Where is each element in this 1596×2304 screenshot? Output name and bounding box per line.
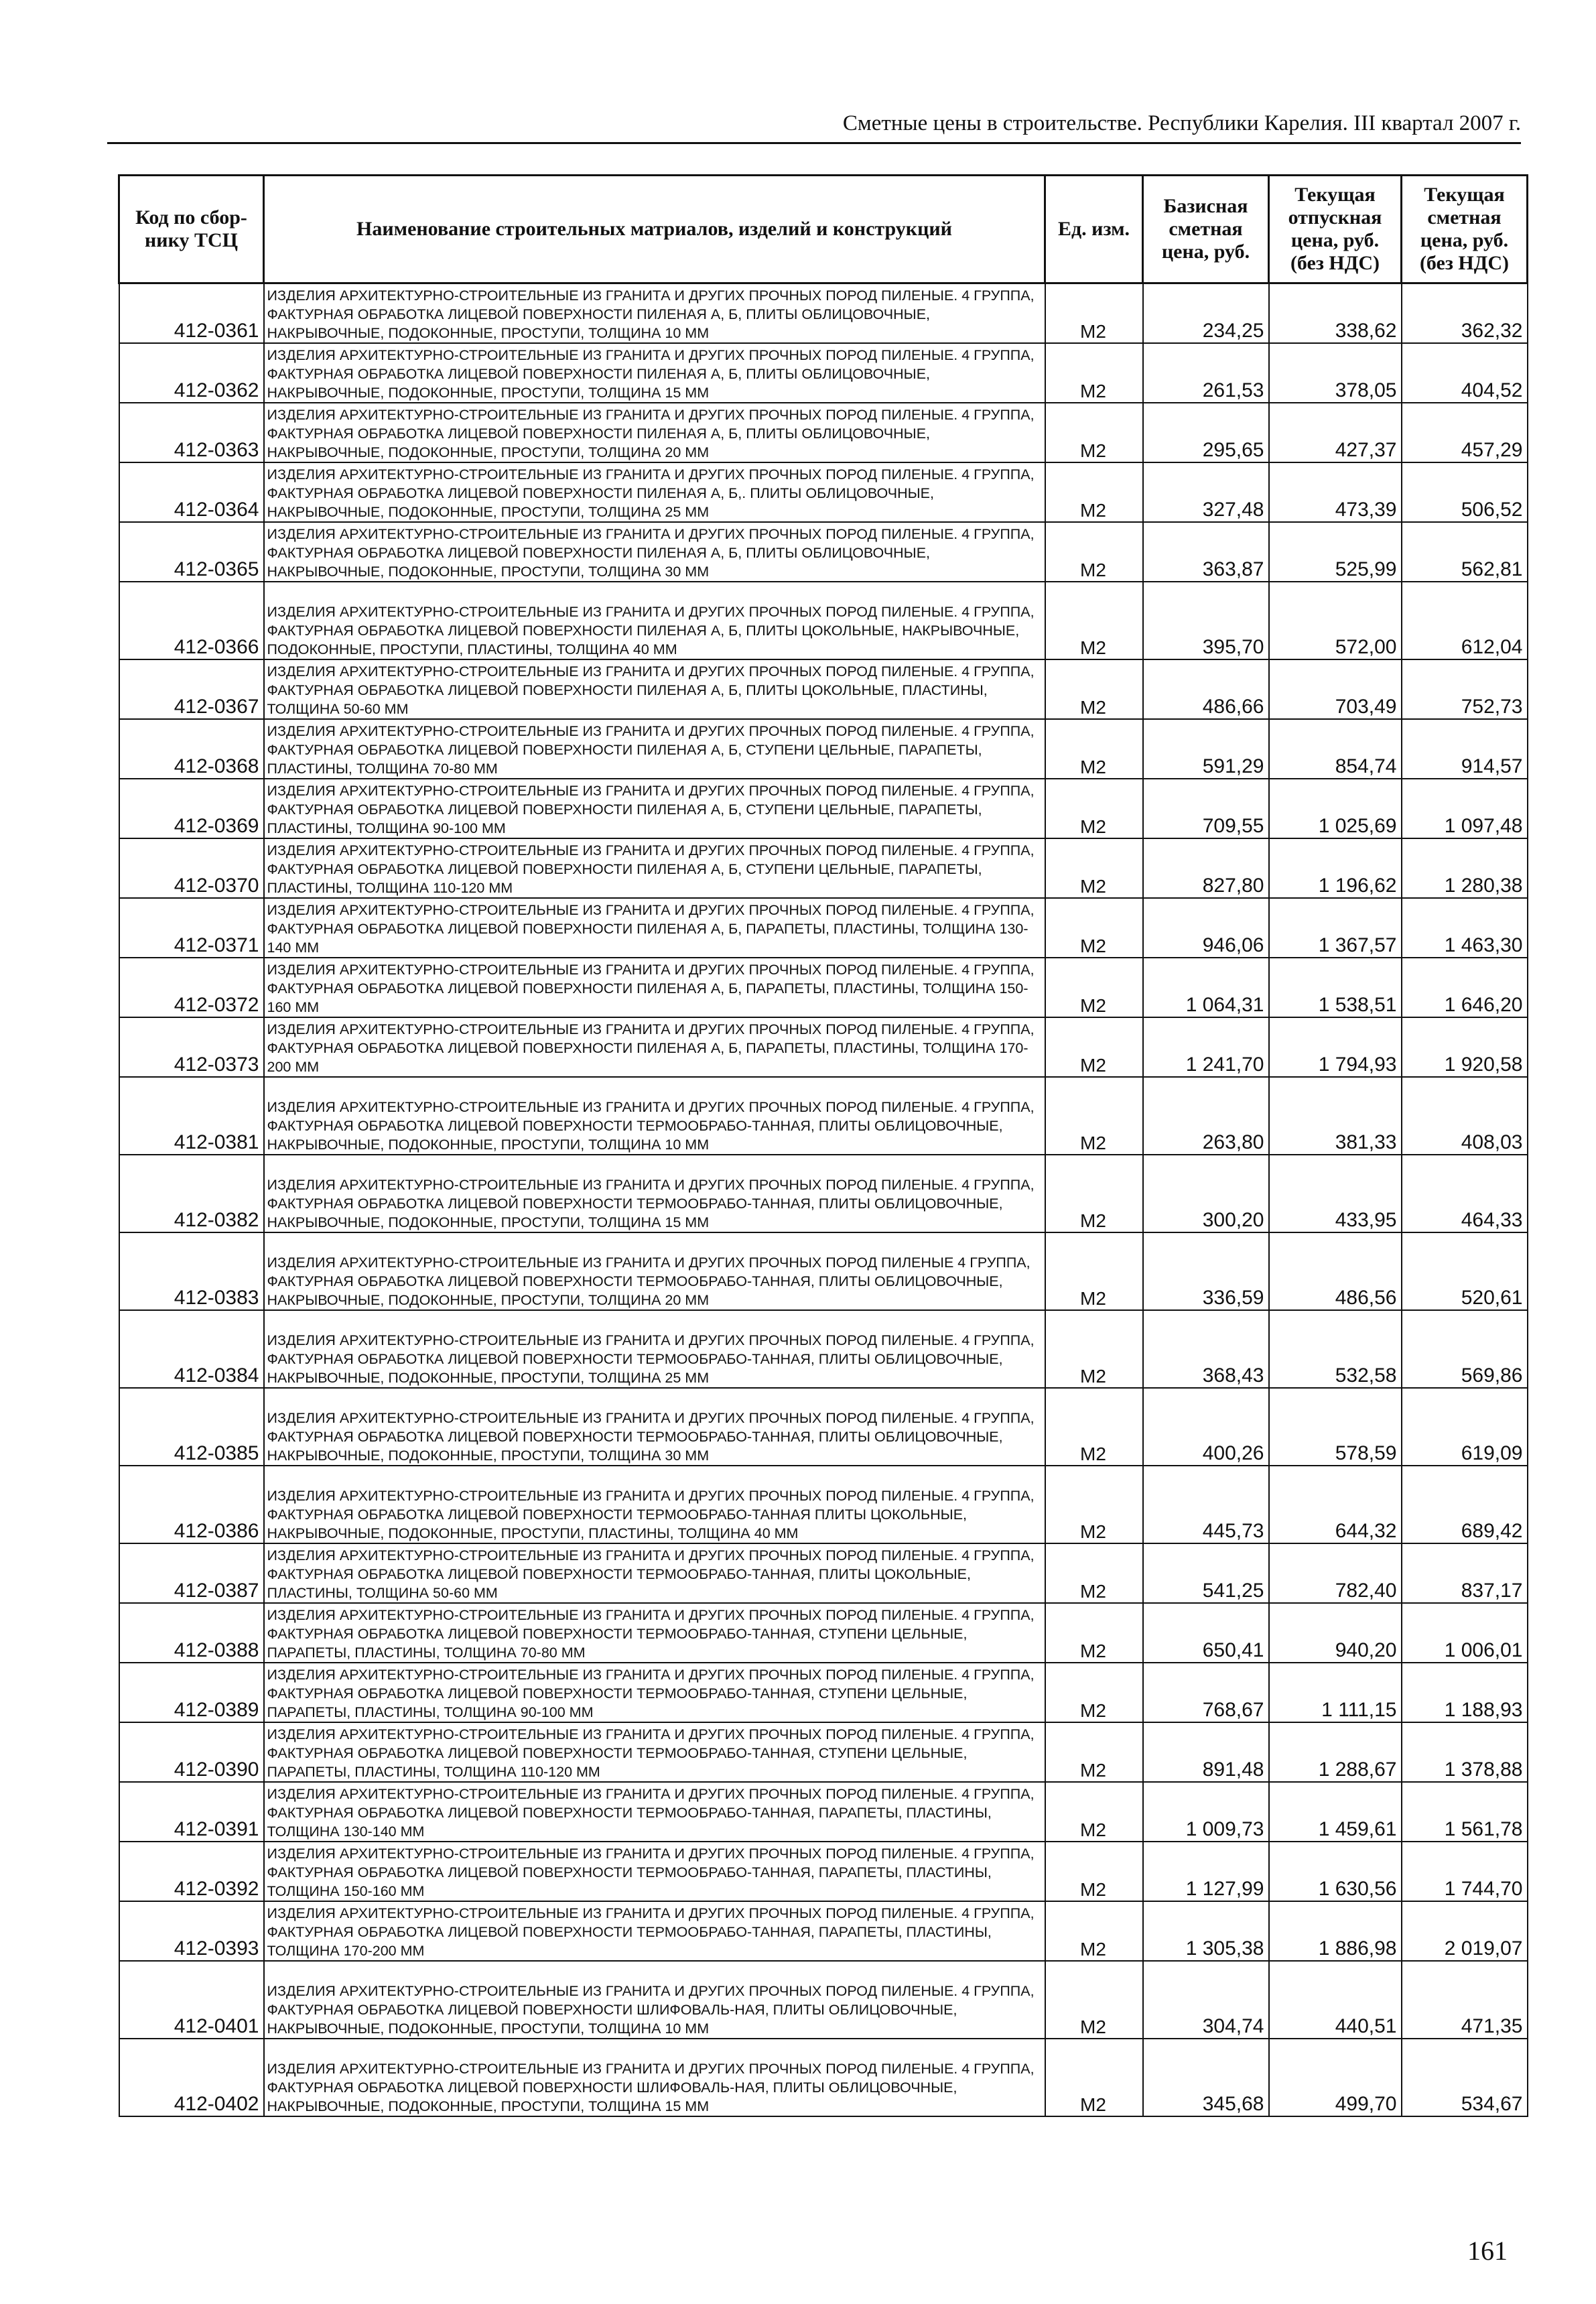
row-release-price: 1 025,69 — [1269, 779, 1402, 838]
row-estimate-price: 1 920,58 — [1402, 1017, 1528, 1077]
row-code: 412-0384 — [119, 1310, 264, 1388]
row-unit: М2 — [1045, 958, 1143, 1017]
table-row — [119, 1017, 1528, 1077]
row-estimate-price: 1 280,38 — [1402, 838, 1528, 898]
row-release-price: 854,74 — [1269, 719, 1402, 779]
row-base-price: 395,70 — [1143, 582, 1269, 659]
table-row — [119, 1901, 1528, 1961]
row-unit: М2 — [1045, 1782, 1143, 1842]
table-row — [119, 522, 1528, 582]
row-code: 412-0386 — [119, 1466, 264, 1543]
row-code: 412-0382 — [119, 1155, 264, 1232]
row-name: ИЗДЕЛИЯ АРХИТЕКТУРНО-СТРОИТЕЛЬНЫЕ ИЗ ГРАНИТА И ДРУГИХ ПРОЧНЫХ ПОРОД ПИЛЕНЫЕ. 4 ГРУППА, ФАКТУРНАЯ ОБРАБОТКА ЛИЦЕВОЙ ПОВЕРХНОСТИ ПИЛЕНАЯ А, Б, ПЛИТЫ ОБЛИЦОВОЧНЫЕ, НАКРЫВОЧНЫЕ, ПОДОКОННЫЕ, ПРОСТУПИ, ТОЛЩИНА 15 ММ — [264, 343, 1045, 403]
row-name: ИЗДЕЛИЯ АРХИТЕКТУРНО-СТРОИТЕЛЬНЫЕ ИЗ ГРАНИТА И ДРУГИХ ПРОЧНЫХ ПОРОД ПИЛЕНЫЕ. 4 ГРУППА, ФАКТУРНАЯ ОБРАБОТКА ЛИЦЕВОЙ ПОВЕРХНОСТИ ТЕРМООБРАБО-ТАННАЯ, СТУПЕНИ ЦЕЛЬНЫЕ, ПАРАПЕТЫ, ПЛАСТИНЫ, ТОЛЩИНА 70-80 ММ — [264, 1603, 1045, 1663]
row-estimate-price: 1 006,01 — [1402, 1603, 1528, 1663]
row-estimate-price: 506,52 — [1402, 462, 1528, 522]
column-header-code: Код по сбор-нику ТСЦ — [119, 176, 264, 283]
row-base-price: 363,87 — [1143, 522, 1269, 582]
row-release-price: 1 459,61 — [1269, 1782, 1402, 1842]
row-estimate-price: 914,57 — [1402, 719, 1528, 779]
row-unit: М2 — [1045, 779, 1143, 838]
table-header-row — [119, 176, 1528, 283]
row-unit: М2 — [1045, 1842, 1143, 1901]
row-unit: М2 — [1045, 719, 1143, 779]
row-estimate-price: 1 188,93 — [1402, 1663, 1528, 1722]
row-name: ИЗДЕЛИЯ АРХИТЕКТУРНО-СТРОИТЕЛЬНЫЕ ИЗ ГРАНИТА И ДРУГИХ ПРОЧНЫХ ПОРОД ПИЛЕНЫЕ. 4 ГРУППА, ФАКТУРНАЯ ОБРАБОТКА ЛИЦЕВОЙ ПОВЕРХНОСТИ ПИЛЕНАЯ А, Б, ПАРАПЕТЫ, ПЛАСТИНЫ, ТОЛЩИНА 150-160 ММ — [264, 958, 1045, 1017]
row-code: 412-0387 — [119, 1543, 264, 1603]
table-row — [119, 779, 1528, 838]
table-row — [119, 1842, 1528, 1901]
row-release-price: 499,70 — [1269, 2039, 1402, 2116]
row-name: ИЗДЕЛИЯ АРХИТЕКТУРНО-СТРОИТЕЛЬНЫЕ ИЗ ГРАНИТА И ДРУГИХ ПРОЧНЫХ ПОРОД ПИЛЕНЫЕ. 4 ГРУППА, ФАКТУРНАЯ ОБРАБОТКА ЛИЦЕВОЙ ПОВЕРХНОСТИ ТЕРМООБРАБО-ТАННАЯ ПЛИТЫ ЦОКОЛЬНЫЕ, НАКРЫВОЧНЫЕ, ПОДОКОННЫЕ, ПРОСТУПИ, ПЛАСТИНЫ, ТОЛЩИНА 40 ММ — [264, 1466, 1045, 1543]
row-unit: М2 — [1045, 283, 1143, 344]
row-code: 412-0392 — [119, 1842, 264, 1901]
row-name: ИЗДЕЛИЯ АРХИТЕКТУРНО-СТРОИТЕЛЬНЫЕ ИЗ ГРАНИТА И ДРУГИХ ПРОЧНЫХ ПОРОД ПИЛЕНЫЕ. 4 ГРУППА, ФАКТУРНАЯ ОБРАБОТКА ЛИЦЕВОЙ ПОВЕРХНОСТИ ТЕРМООБРАБО-ТАННАЯ, ПАРАПЕТЫ, ПЛАСТИНЫ, ТОЛЩИНА 150-160 ММ — [264, 1842, 1045, 1901]
row-code: 412-0383 — [119, 1232, 264, 1310]
row-base-price: 327,48 — [1143, 462, 1269, 522]
row-base-price: 400,26 — [1143, 1388, 1269, 1466]
row-base-price: 486,66 — [1143, 659, 1269, 719]
row-name: ИЗДЕЛИЯ АРХИТЕКТУРНО-СТРОИТЕЛЬНЫЕ ИЗ ГРАНИТА И ДРУГИХ ПРОЧНЫХ ПОРОД ПИЛЕНЫЕ. 4 ГРУППА, ФАКТУРНАЯ ОБРАБОТКА ЛИЦЕВОЙ ПОВЕРХНОСТИ ТЕРМООБРАБО-ТАННАЯ, ПАРАПЕТЫ, ПЛАСТИНЫ, ТОЛЩИНА 170-200 ММ — [264, 1901, 1045, 1961]
row-unit: М2 — [1045, 462, 1143, 522]
table-row — [119, 1310, 1528, 1388]
row-base-price: 1 009,73 — [1143, 1782, 1269, 1842]
row-unit: М2 — [1045, 1077, 1143, 1155]
row-unit: М2 — [1045, 1466, 1143, 1543]
row-estimate-price: 362,32 — [1402, 283, 1528, 344]
row-release-price: 433,95 — [1269, 1155, 1402, 1232]
row-base-price: 368,43 — [1143, 1310, 1269, 1388]
row-name: ИЗДЕЛИЯ АРХИТЕКТУРНО-СТРОИТЕЛЬНЫЕ ИЗ ГРАНИТА И ДРУГИХ ПРОЧНЫХ ПОРОД ПИЛЕНЫЕ. 4 ГРУППА, ФАКТУРНАЯ ОБРАБОТКА ЛИЦЕВОЙ ПОВЕРХНОСТИ ПИЛЕНАЯ А, Б, ПЛИТЫ ЦОКОЛЬНЫЕ, ПЛАСТИНЫ, ТОЛЩИНА 50-60 ММ — [264, 659, 1045, 719]
page-number: 161 — [1467, 2236, 1508, 2266]
row-code: 412-0371 — [119, 898, 264, 958]
row-release-price: 1 886,98 — [1269, 1901, 1402, 1961]
row-base-price: 1 305,38 — [1143, 1901, 1269, 1961]
row-unit: М2 — [1045, 838, 1143, 898]
row-code: 412-0369 — [119, 779, 264, 838]
table-row — [119, 1388, 1528, 1466]
row-base-price: 946,06 — [1143, 898, 1269, 958]
column-header-estimate-price: Текущая сметная цена, руб. (без НДС) — [1402, 176, 1528, 283]
row-unit: М2 — [1045, 1310, 1143, 1388]
row-unit: М2 — [1045, 1961, 1143, 2039]
table-row — [119, 1663, 1528, 1722]
row-unit: М2 — [1045, 1017, 1143, 1077]
row-unit: М2 — [1045, 1901, 1143, 1961]
row-release-price: 1 794,93 — [1269, 1017, 1402, 1077]
row-release-price: 940,20 — [1269, 1603, 1402, 1663]
row-code: 412-0373 — [119, 1017, 264, 1077]
row-unit: М2 — [1045, 1722, 1143, 1782]
column-header-base-price: Базисная сметная цена, руб. — [1143, 176, 1269, 283]
row-name: ИЗДЕЛИЯ АРХИТЕКТУРНО-СТРОИТЕЛЬНЫЕ ИЗ ГРАНИТА И ДРУГИХ ПРОЧНЫХ ПОРОД ПИЛЕНЫЕ. 4 ГРУППА, ФАКТУРНАЯ ОБРАБОТКА ЛИЦЕВОЙ ПОВЕРХНОСТИ ТЕРМООБРАБО-ТАННАЯ, ПЛИТЫ ЦОКОЛЬНЫЕ, ПЛАСТИНЫ, ТОЛЩИНА 50-60 ММ — [264, 1543, 1045, 1603]
row-base-price: 445,73 — [1143, 1466, 1269, 1543]
row-estimate-price: 837,17 — [1402, 1543, 1528, 1603]
row-code: 412-0381 — [119, 1077, 264, 1155]
row-release-price: 427,37 — [1269, 403, 1402, 462]
table-body — [119, 283, 1528, 2117]
row-unit: М2 — [1045, 403, 1143, 462]
row-name: ИЗДЕЛИЯ АРХИТЕКТУРНО-СТРОИТЕЛЬНЫЕ ИЗ ГРАНИТА И ДРУГИХ ПРОЧНЫХ ПОРОД ПИЛЕНЫЕ. 4 ГРУППА, ФАКТУРНАЯ ОБРАБОТКА ЛИЦЕВОЙ ПОВЕРХНОСТИ ШЛИФОВАЛЬ-НАЯ, ПЛИТЫ ОБЛИЦОВОЧНЫЕ, НАКРЫВОЧНЫЕ, ПОДОКОННЫЕ, ПРОСТУПИ, ТОЛЩИНА 15 ММ — [264, 2039, 1045, 2116]
row-estimate-price: 1 378,88 — [1402, 1722, 1528, 1782]
row-estimate-price: 689,42 — [1402, 1466, 1528, 1543]
row-name: ИЗДЕЛИЯ АРХИТЕКТУРНО-СТРОИТЕЛЬНЫЕ ИЗ ГРАНИТА И ДРУГИХ ПРОЧНЫХ ПОРОД ПИЛЕНЫЕ. 4 ГРУППА, ФАКТУРНАЯ ОБРАБОТКА ЛИЦЕВОЙ ПОВЕРХНОСТИ ПИЛЕНАЯ А, Б, СТУПЕНИ ЦЕЛЬНЫЕ, ПАРАПЕТЫ, ПЛАСТИНЫ, ТОЛЩИНА 110-120 ММ — [264, 838, 1045, 898]
row-code: 412-0389 — [119, 1663, 264, 1722]
row-base-price: 541,25 — [1143, 1543, 1269, 1603]
table-row — [119, 1466, 1528, 1543]
row-code: 412-0364 — [119, 462, 264, 522]
row-name: ИЗДЕЛИЯ АРХИТЕКТУРНО-СТРОИТЕЛЬНЫЕ ИЗ ГРАНИТА И ДРУГИХ ПРОЧНЫХ ПОРОД ПИЛЕНЫЕ. 4 ГРУППА, ФАКТУРНАЯ ОБРАБОТКА ЛИЦЕВОЙ ПОВЕРХНОСТИ ШЛИФОВАЛЬ-НАЯ, ПЛИТЫ ОБЛИЦОВОЧНЫЕ, НАКРЫВОЧНЫЕ, ПОДОКОННЫЕ, ПРОСТУПИ, ТОЛЩИНА 10 ММ — [264, 1961, 1045, 2039]
row-name: ИЗДЕЛИЯ АРХИТЕКТУРНО-СТРОИТЕЛЬНЫЕ ИЗ ГРАНИТА И ДРУГИХ ПРОЧНЫХ ПОРОД ПИЛЕНЫЕ. 4 ГРУППА, ФАКТУРНАЯ ОБРАБОТКА ЛИЦЕВОЙ ПОВЕРХНОСТИ ПИЛЕНАЯ А, Б, ПЛИТЫ ОБЛИЦОВОЧНЫЕ, НАКРЫВОЧНЫЕ, ПОДОКОННЫЕ, ПРОСТУПИ, ТОЛЩИНА 30 ММ — [264, 522, 1045, 582]
table-row — [119, 582, 1528, 659]
row-unit: М2 — [1045, 1663, 1143, 1722]
row-base-price: 1 127,99 — [1143, 1842, 1269, 1901]
table-row — [119, 1961, 1528, 2039]
row-code: 412-0401 — [119, 1961, 264, 2039]
row-code: 412-0393 — [119, 1901, 264, 1961]
row-base-price: 709,55 — [1143, 779, 1269, 838]
row-base-price: 891,48 — [1143, 1722, 1269, 1782]
row-estimate-price: 457,29 — [1402, 403, 1528, 462]
row-release-price: 782,40 — [1269, 1543, 1402, 1603]
table-row — [119, 2039, 1528, 2116]
row-code: 412-0365 — [119, 522, 264, 582]
row-base-price: 345,68 — [1143, 2039, 1269, 2116]
row-unit: М2 — [1045, 522, 1143, 582]
table-row — [119, 462, 1528, 522]
row-name: ИЗДЕЛИЯ АРХИТЕКТУРНО-СТРОИТЕЛЬНЫЕ ИЗ ГРАНИТА И ДРУГИХ ПРОЧНЫХ ПОРОД ПИЛЕНЫЕ. 4 ГРУППА, ФАКТУРНАЯ ОБРАБОТКА ЛИЦЕВОЙ ПОВЕРХНОСТИ ТЕРМООБРАБО-ТАННАЯ, ПЛИТЫ ОБЛИЦОВОЧНЫЕ, НАКРЫВОЧНЫЕ, ПОДОКОННЫЕ, ПРОСТУПИ, ТОЛЩИНА 15 ММ — [264, 1155, 1045, 1232]
row-release-price: 525,99 — [1269, 522, 1402, 582]
column-header-name: Наименование строительных матриалов, изделий и конструкций — [264, 176, 1045, 283]
row-estimate-price: 464,33 — [1402, 1155, 1528, 1232]
row-release-price: 1 111,15 — [1269, 1663, 1402, 1722]
row-estimate-price: 520,61 — [1402, 1232, 1528, 1310]
row-estimate-price: 2 019,07 — [1402, 1901, 1528, 1961]
row-estimate-price: 1 097,48 — [1402, 779, 1528, 838]
row-name: ИЗДЕЛИЯ АРХИТЕКТУРНО-СТРОИТЕЛЬНЫЕ ИЗ ГРАНИТА И ДРУГИХ ПРОЧНЫХ ПОРОД ПИЛЕНЫЕ. 4 ГРУППА, ФАКТУРНАЯ ОБРАБОТКА ЛИЦЕВОЙ ПОВЕРХНОСТИ ТЕРМООБРАБО-ТАННАЯ, ПАРАПЕТЫ, ПЛАСТИНЫ, ТОЛЩИНА 130-140 ММ — [264, 1782, 1045, 1842]
table-row — [119, 1543, 1528, 1603]
row-name: ИЗДЕЛИЯ АРХИТЕКТУРНО-СТРОИТЕЛЬНЫЕ ИЗ ГРАНИТА И ДРУГИХ ПРОЧНЫХ ПОРОД ПИЛЕНЫЕ. 4 ГРУППА, ФАКТУРНАЯ ОБРАБОТКА ЛИЦЕВОЙ ПОВЕРХНОСТИ ТЕРМООБРАБО-ТАННАЯ, ПЛИТЫ ОБЛИЦОВОЧНЫЕ, НАКРЫВОЧНЫЕ, ПОДОКОННЫЕ, ПРОСТУПИ, ТОЛЩИНА 25 ММ — [264, 1310, 1045, 1388]
table-row — [119, 898, 1528, 958]
table-row — [119, 403, 1528, 462]
row-estimate-price: 619,09 — [1402, 1388, 1528, 1466]
row-name: ИЗДЕЛИЯ АРХИТЕКТУРНО-СТРОИТЕЛЬНЫЕ ИЗ ГРАНИТА И ДРУГИХ ПРОЧНЫХ ПОРОД ПИЛЕНЫЕ. 4 ГРУППА, ФАКТУРНАЯ ОБРАБОТКА ЛИЦЕВОЙ ПОВЕРХНОСТИ ПИЛЕНАЯ А, Б, СТУПЕНИ ЦЕЛЬНЫЕ, ПАРАПЕТЫ, ПЛАСТИНЫ, ТОЛЩИНА 70-80 ММ — [264, 719, 1045, 779]
column-header-release-price: Текущая отпускная цена, руб. (без НДС) — [1269, 176, 1402, 283]
row-name: ИЗДЕЛИЯ АРХИТЕКТУРНО-СТРОИТЕЛЬНЫЕ ИЗ ГРАНИТА И ДРУГИХ ПРОЧНЫХ ПОРОД ПИЛЕНЫЕ. 4 ГРУППА, ФАКТУРНАЯ ОБРАБОТКА ЛИЦЕВОЙ ПОВЕРХНОСТИ ПИЛЕНАЯ А, Б, СТУПЕНИ ЦЕЛЬНЫЕ, ПАРАПЕТЫ, ПЛАСТИНЫ, ТОЛЩИНА 90-100 ММ — [264, 779, 1045, 838]
row-code: 412-0363 — [119, 403, 264, 462]
table-row — [119, 719, 1528, 779]
running-header: Сметные цены в строительстве. Республики Карелия. III квартал 2007 г. — [842, 111, 1521, 135]
row-base-price: 261,53 — [1143, 343, 1269, 403]
row-base-price: 295,65 — [1143, 403, 1269, 462]
row-base-price: 234,25 — [1143, 283, 1269, 344]
row-name: ИЗДЕЛИЯ АРХИТЕКТУРНО-СТРОИТЕЛЬНЫЕ ИЗ ГРАНИТА И ДРУГИХ ПРОЧНЫХ ПОРОД ПИЛЕНЫЕ. 4 ГРУППА, ФАКТУРНАЯ ОБРАБОТКА ЛИЦЕВОЙ ПОВЕРХНОСТИ ПИЛЕНАЯ А, Б, ПЛИТЫ ЦОКОЛЬНЫЕ, НАКРЫВОЧНЫЕ, ПОДОКОННЫЕ, ПРОСТУПИ, ПЛАСТИНЫ, ТОЛЩИНА 40 ММ — [264, 582, 1045, 659]
row-code: 412-0390 — [119, 1722, 264, 1782]
column-header-unit: Ед. изм. — [1045, 176, 1143, 283]
row-unit: М2 — [1045, 1388, 1143, 1466]
row-code: 412-0362 — [119, 343, 264, 403]
table-row — [119, 1232, 1528, 1310]
row-base-price: 336,59 — [1143, 1232, 1269, 1310]
row-unit: М2 — [1045, 343, 1143, 403]
row-estimate-price: 1 561,78 — [1402, 1782, 1528, 1842]
row-code: 412-0370 — [119, 838, 264, 898]
row-release-price: 1 538,51 — [1269, 958, 1402, 1017]
table-row — [119, 1782, 1528, 1842]
row-unit: М2 — [1045, 1232, 1143, 1310]
row-release-price: 1 288,67 — [1269, 1722, 1402, 1782]
row-release-price: 1 196,62 — [1269, 838, 1402, 898]
row-name: ИЗДЕЛИЯ АРХИТЕКТУРНО-СТРОИТЕЛЬНЫЕ ИЗ ГРАНИТА И ДРУГИХ ПРОЧНЫХ ПОРОД ПИЛЕНЫЕ. 4 ГРУППА, ФАКТУРНАЯ ОБРАБОТКА ЛИЦЕВОЙ ПОВЕРХНОСТИ ПИЛЕНАЯ А, Б, ПАРАПЕТЫ, ПЛАСТИНЫ, ТОЛЩИНА 170-200 ММ — [264, 1017, 1045, 1077]
row-code: 412-0385 — [119, 1388, 264, 1466]
row-name: ИЗДЕЛИЯ АРХИТЕКТУРНО-СТРОИТЕЛЬНЫЕ ИЗ ГРАНИТА И ДРУГИХ ПРОЧНЫХ ПОРОД ПИЛЕНЫЕ. 4 ГРУППА, ФАКТУРНАЯ ОБРАБОТКА ЛИЦЕВОЙ ПОВЕРХНОСТИ ПИЛЕНАЯ А, Б, ПЛИТЫ ОБЛИЦОВОЧНЫЕ, НАКРЫВОЧНЫЕ, ПОДОКОННЫЕ, ПРОСТУПИ, ТОЛЩИНА 10 ММ — [264, 283, 1045, 344]
row-name: ИЗДЕЛИЯ АРХИТЕКТУРНО-СТРОИТЕЛЬНЫЕ ИЗ ГРАНИТА И ДРУГИХ ПРОЧНЫХ ПОРОД ПИЛЕНЫЕ. 4 ГРУППА, ФАКТУРНАЯ ОБРАБОТКА ЛИЦЕВОЙ ПОВЕРХНОСТИ ТЕРМООБРАБО-ТАННАЯ, СТУПЕНИ ЦЕЛЬНЫЕ, ПАРАПЕТЫ, ПЛАСТИНЫ, ТОЛЩИНА 110-120 ММ — [264, 1722, 1045, 1782]
row-name: ИЗДЕЛИЯ АРХИТЕКТУРНО-СТРОИТЕЛЬНЫЕ ИЗ ГРАНИТА И ДРУГИХ ПРОЧНЫХ ПОРОД ПИЛЕНЫЕ. 4 ГРУППА, ФАКТУРНАЯ ОБРАБОТКА ЛИЦЕВОЙ ПОВЕРХНОСТИ ПИЛЕНАЯ А, Б,. ПЛИТЫ ОБЛИЦОВОЧНЫЕ, НАКРЫВОЧНЫЕ, ПОДОКОННЫЕ, ПРОСТУПИ, ТОЛЩИНА 25 ММ — [264, 462, 1045, 522]
row-unit: М2 — [1045, 1543, 1143, 1603]
row-estimate-price: 1 744,70 — [1402, 1842, 1528, 1901]
row-unit: М2 — [1045, 898, 1143, 958]
row-code: 412-0391 — [119, 1782, 264, 1842]
row-base-price: 263,80 — [1143, 1077, 1269, 1155]
row-release-price: 378,05 — [1269, 343, 1402, 403]
row-release-price: 1 630,56 — [1269, 1842, 1402, 1901]
row-release-price: 338,62 — [1269, 283, 1402, 344]
row-name: ИЗДЕЛИЯ АРХИТЕКТУРНО-СТРОИТЕЛЬНЫЕ ИЗ ГРАНИТА И ДРУГИХ ПРОЧНЫХ ПОРОД ПИЛЕНЫЕ. 4 ГРУППА, ФАКТУРНАЯ ОБРАБОТКА ЛИЦЕВОЙ ПОВЕРХНОСТИ ПИЛЕНАЯ А, Б, ПАРАПЕТЫ, ПЛАСТИНЫ, ТОЛЩИНА 130-140 ММ — [264, 898, 1045, 958]
row-name: ИЗДЕЛИЯ АРХИТЕКТУРНО-СТРОИТЕЛЬНЫЕ ИЗ ГРАНИТА И ДРУГИХ ПРОЧНЫХ ПОРОД ПИЛЕНЫЕ 4 ГРУППА, ФАКТУРНАЯ ОБРАБОТКА ЛИЦЕВОЙ ПОВЕРХНОСТИ ТЕРМООБРАБО-ТАННАЯ, ПЛИТЫ ОБЛИЦОВОЧНЫЕ, НАКРЫВОЧНЫЕ, ПОДОКОННЫЕ, ПРОСТУПИ, ТОЛЩИНА 20 ММ — [264, 1232, 1045, 1310]
row-release-price: 644,32 — [1269, 1466, 1402, 1543]
row-release-price: 473,39 — [1269, 462, 1402, 522]
row-name: ИЗДЕЛИЯ АРХИТЕКТУРНО-СТРОИТЕЛЬНЫЕ ИЗ ГРАНИТА И ДРУГИХ ПРОЧНЫХ ПОРОД ПИЛЕНЫЕ. 4 ГРУППА, ФАКТУРНАЯ ОБРАБОТКА ЛИЦЕВОЙ ПОВЕРХНОСТИ ТЕРМООБРАБО-ТАННАЯ, СТУПЕНИ ЦЕЛЬНЫЕ, ПАРАПЕТЫ, ПЛАСТИНЫ, ТОЛЩИНА 90-100 ММ — [264, 1663, 1045, 1722]
row-release-price: 440,51 — [1269, 1961, 1402, 2039]
row-release-price: 532,58 — [1269, 1310, 1402, 1388]
row-code: 412-0361 — [119, 283, 264, 344]
row-name: ИЗДЕЛИЯ АРХИТЕКТУРНО-СТРОИТЕЛЬНЫЕ ИЗ ГРАНИТА И ДРУГИХ ПРОЧНЫХ ПОРОД ПИЛЕНЫЕ. 4 ГРУППА, ФАКТУРНАЯ ОБРАБОТКА ЛИЦЕВОЙ ПОВЕРХНОСТИ ПИЛЕНАЯ А, Б, ПЛИТЫ ОБЛИЦОВОЧНЫЕ, НАКРЫВОЧНЫЕ, ПОДОКОННЫЕ, ПРОСТУПИ, ТОЛЩИНА 20 ММ — [264, 403, 1045, 462]
row-estimate-price: 408,03 — [1402, 1077, 1528, 1155]
row-base-price: 1 064,31 — [1143, 958, 1269, 1017]
table-row — [119, 838, 1528, 898]
table-row — [119, 1603, 1528, 1663]
table-row — [119, 283, 1528, 344]
table-row — [119, 958, 1528, 1017]
row-code: 412-0366 — [119, 582, 264, 659]
row-unit: М2 — [1045, 659, 1143, 719]
row-code: 412-0368 — [119, 719, 264, 779]
row-release-price: 703,49 — [1269, 659, 1402, 719]
row-unit: М2 — [1045, 2039, 1143, 2116]
row-unit: М2 — [1045, 582, 1143, 659]
row-base-price: 304,74 — [1143, 1961, 1269, 2039]
row-estimate-price: 562,81 — [1402, 522, 1528, 582]
row-estimate-price: 534,67 — [1402, 2039, 1528, 2116]
row-estimate-price: 752,73 — [1402, 659, 1528, 719]
row-estimate-price: 612,04 — [1402, 582, 1528, 659]
row-name: ИЗДЕЛИЯ АРХИТЕКТУРНО-СТРОИТЕЛЬНЫЕ ИЗ ГРАНИТА И ДРУГИХ ПРОЧНЫХ ПОРОД ПИЛЕНЫЕ. 4 ГРУППА, ФАКТУРНАЯ ОБРАБОТКА ЛИЦЕВОЙ ПОВЕРХНОСТИ ТЕРМООБРАБО-ТАННАЯ, ПЛИТЫ ОБЛИЦОВОЧНЫЕ, НАКРЫВОЧНЫЕ, ПОДОКОННЫЕ, ПРОСТУПИ, ТОЛЩИНА 30 ММ — [264, 1388, 1045, 1466]
row-code: 412-0388 — [119, 1603, 264, 1663]
table-row — [119, 343, 1528, 403]
row-base-price: 300,20 — [1143, 1155, 1269, 1232]
row-estimate-price: 1 463,30 — [1402, 898, 1528, 958]
row-code: 412-0402 — [119, 2039, 264, 2116]
row-release-price: 486,56 — [1269, 1232, 1402, 1310]
table-row — [119, 659, 1528, 719]
row-base-price: 827,80 — [1143, 838, 1269, 898]
row-base-price: 591,29 — [1143, 719, 1269, 779]
row-unit: М2 — [1045, 1603, 1143, 1663]
row-estimate-price: 569,86 — [1402, 1310, 1528, 1388]
row-base-price: 768,67 — [1143, 1663, 1269, 1722]
table-row — [119, 1155, 1528, 1232]
row-code: 412-0372 — [119, 958, 264, 1017]
row-release-price: 578,59 — [1269, 1388, 1402, 1466]
row-code: 412-0367 — [119, 659, 264, 719]
row-release-price: 381,33 — [1269, 1077, 1402, 1155]
row-estimate-price: 1 646,20 — [1402, 958, 1528, 1017]
row-base-price: 650,41 — [1143, 1603, 1269, 1663]
table-row — [119, 1077, 1528, 1155]
row-name: ИЗДЕЛИЯ АРХИТЕКТУРНО-СТРОИТЕЛЬНЫЕ ИЗ ГРАНИТА И ДРУГИХ ПРОЧНЫХ ПОРОД ПИЛЕНЫЕ. 4 ГРУППА, ФАКТУРНАЯ ОБРАБОТКА ЛИЦЕВОЙ ПОВЕРХНОСТИ ТЕРМООБРАБО-ТАННАЯ, ПЛИТЫ ОБЛИЦОВОЧНЫЕ, НАКРЫВОЧНЫЕ, ПОДОКОННЫЕ, ПРОСТУПИ, ТОЛЩИНА 10 ММ — [264, 1077, 1045, 1155]
row-unit: М2 — [1045, 1155, 1143, 1232]
row-release-price: 1 367,57 — [1269, 898, 1402, 958]
row-base-price: 1 241,70 — [1143, 1017, 1269, 1077]
row-release-price: 572,00 — [1269, 582, 1402, 659]
price-table — [118, 174, 1528, 2117]
row-estimate-price: 471,35 — [1402, 1961, 1528, 2039]
row-estimate-price: 404,52 — [1402, 343, 1528, 403]
table-row — [119, 1722, 1528, 1782]
header-rule — [107, 142, 1521, 144]
